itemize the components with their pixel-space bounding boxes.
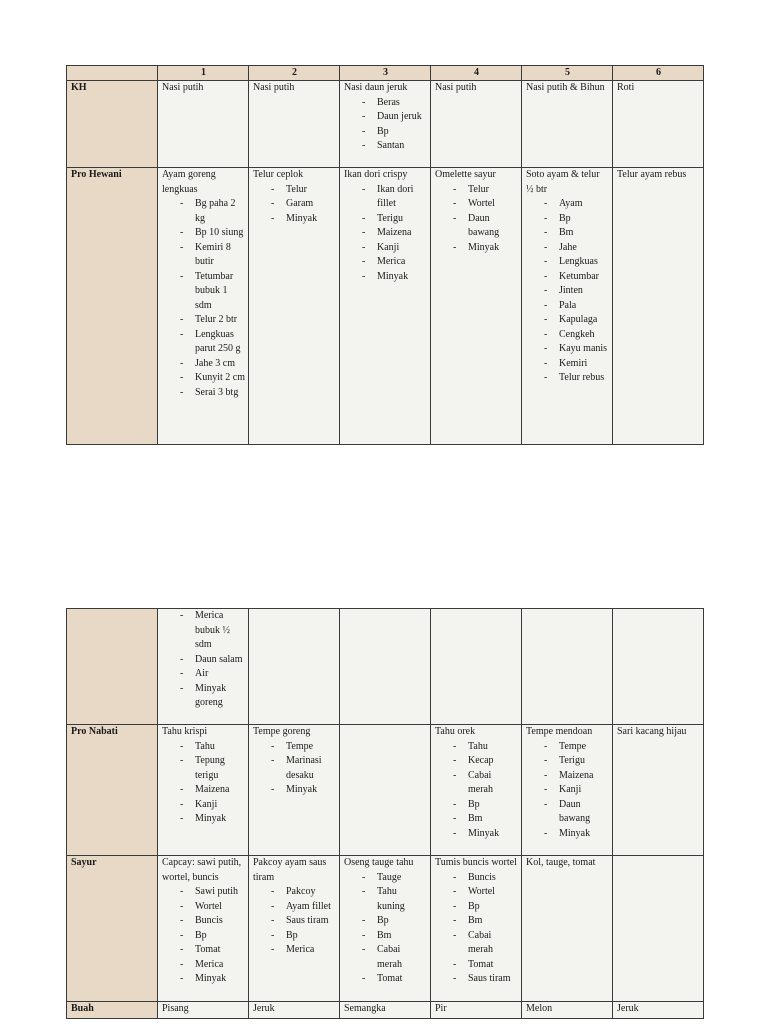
row-label: Pro Nabati bbox=[67, 725, 158, 856]
ingredient-item: - Cabai merah bbox=[435, 929, 518, 958]
menu-cell bbox=[249, 609, 340, 725]
menu-cell bbox=[340, 609, 431, 725]
ingredient-item: - Daun bawang bbox=[435, 212, 518, 241]
ingredient-item: - Pakcoy bbox=[253, 885, 336, 900]
menu-cell bbox=[431, 81, 522, 168]
dish-name: Telur ceplok bbox=[253, 169, 304, 180]
ingredient-list bbox=[162, 197, 245, 400]
menu-cell bbox=[522, 168, 613, 445]
table-row bbox=[67, 1002, 704, 1019]
menu-cell bbox=[249, 81, 340, 168]
dish-name: Jeruk bbox=[253, 1003, 275, 1014]
dish-name: Pir bbox=[435, 1003, 447, 1014]
ingredient-list bbox=[253, 885, 336, 958]
menu-cell bbox=[613, 81, 704, 168]
table-row bbox=[67, 609, 704, 725]
dish-name: Tahu orek bbox=[435, 726, 476, 737]
ingredient-item: - Kanji bbox=[526, 783, 609, 798]
day-header: 2 bbox=[249, 66, 340, 81]
ingredient-item: - Maizena bbox=[162, 783, 245, 798]
ingredient-item: - Beras bbox=[344, 96, 427, 111]
menu-cell bbox=[158, 609, 249, 725]
day-header: 3 bbox=[340, 66, 431, 81]
dish-name: Capcay: sawi putih, wortel, buncis bbox=[162, 857, 242, 883]
ingredient-item: - Jahe bbox=[526, 241, 609, 256]
ingredient-item: - Minyak bbox=[435, 827, 518, 842]
ingredient-item: - Terigu bbox=[526, 754, 609, 769]
ingredient-item: - Serai 3 btg bbox=[162, 386, 245, 401]
dish-name: Nasi putih bbox=[162, 82, 204, 93]
ingredient-item: - Merica bbox=[253, 943, 336, 958]
dish-name: Nasi daun jeruk bbox=[344, 82, 408, 93]
ingredient-item: - Air bbox=[162, 667, 245, 682]
menu-cell bbox=[340, 81, 431, 168]
ingredient-item: - Tomat bbox=[162, 943, 245, 958]
ingredient-item: - Lengkuas bbox=[526, 255, 609, 270]
menu-cell bbox=[613, 1002, 704, 1019]
dish-name: Pisang bbox=[162, 1003, 189, 1014]
ingredient-item: - Terigu bbox=[344, 212, 427, 227]
ingredient-item: - Bp bbox=[435, 900, 518, 915]
day-header: 4 bbox=[431, 66, 522, 81]
ingredient-item: - Minyak bbox=[162, 972, 245, 987]
menu-cell bbox=[431, 856, 522, 1002]
dish-name: Semangka bbox=[344, 1003, 386, 1014]
dish-name: Melon bbox=[526, 1003, 553, 1014]
ingredient-item: - Telur bbox=[253, 183, 336, 198]
ingredient-list bbox=[435, 183, 518, 256]
ingredient-item: - Kayu manis bbox=[526, 342, 609, 357]
menu-cell bbox=[613, 856, 704, 1002]
menu-cell bbox=[613, 609, 704, 725]
ingredient-item: - Telur 2 btr bbox=[162, 313, 245, 328]
dish-name: Nasi putih bbox=[253, 82, 295, 93]
ingredient-item: - Bp bbox=[526, 212, 609, 227]
ingredient-item: - Kunyit 2 cm bbox=[162, 371, 245, 386]
ingredient-item: - Minyak goreng bbox=[162, 682, 245, 711]
ingredient-item: - Tahu kuning bbox=[344, 885, 427, 914]
ingredient-item: - Tomat bbox=[435, 958, 518, 973]
ingredient-item: - Tahu bbox=[435, 740, 518, 755]
ingredient-item: - Kanji bbox=[344, 241, 427, 256]
ingredient-item: - Kemiri bbox=[526, 357, 609, 372]
menu-cell bbox=[158, 856, 249, 1002]
ingredient-item: - Minyak bbox=[253, 212, 336, 227]
ingredient-item: - Bm bbox=[526, 226, 609, 241]
ingredient-item: - Kecap bbox=[435, 754, 518, 769]
dish-name: Roti bbox=[617, 82, 635, 93]
ingredient-item: - Pala bbox=[526, 299, 609, 314]
menu-cell bbox=[613, 725, 704, 856]
ingredient-item: - Bp bbox=[253, 929, 336, 944]
dish-name: Sari kacang hijau bbox=[617, 726, 687, 737]
menu-cell bbox=[522, 725, 613, 856]
menu-cell bbox=[431, 1002, 522, 1019]
ingredient-item: - Minyak bbox=[253, 783, 336, 798]
ingredient-item: - Kemiri 8 butir bbox=[162, 241, 245, 270]
menu-cell bbox=[340, 168, 431, 445]
menu-cell bbox=[431, 725, 522, 856]
menu-cell bbox=[249, 1002, 340, 1019]
ingredient-item: - Cabai merah bbox=[435, 769, 518, 798]
dish-name: Oseng tauge tahu bbox=[344, 857, 414, 868]
ingredient-list bbox=[526, 197, 609, 386]
ingredient-item: - Santan bbox=[344, 139, 427, 154]
row-label: KH bbox=[67, 81, 158, 168]
menu-table-page-1 bbox=[66, 65, 704, 445]
menu-cell bbox=[522, 1002, 613, 1019]
ingredient-item: - Lengkuas parut 250 g bbox=[162, 328, 245, 357]
ingredient-item: - Minyak bbox=[435, 241, 518, 256]
dish-name: Tempe mendoan bbox=[526, 726, 593, 737]
day-header: 1 bbox=[158, 66, 249, 81]
menu-cell bbox=[522, 609, 613, 725]
dish-name: Pakcoy ayam saus tiram bbox=[253, 857, 327, 883]
ingredient-item: - Tepung terigu bbox=[162, 754, 245, 783]
ingredient-item: - Wortel bbox=[435, 197, 518, 212]
dish-name: Nasi putih bbox=[435, 82, 477, 93]
ingredient-item: - Tauge bbox=[344, 871, 427, 886]
ingredient-list bbox=[162, 885, 245, 987]
header-corner-cell bbox=[67, 66, 158, 81]
dish-name: Soto ayam & telur ½ btr bbox=[526, 169, 600, 195]
ingredient-item: - Daun bawang bbox=[526, 798, 609, 827]
row-label bbox=[67, 609, 158, 725]
table-row bbox=[67, 856, 704, 1002]
menu-cell bbox=[249, 856, 340, 1002]
ingredient-item: - Telur rebus bbox=[526, 371, 609, 386]
menu-cell bbox=[522, 856, 613, 1002]
ingredient-item: - Bp bbox=[344, 914, 427, 929]
ingredient-item: - Garam bbox=[253, 197, 336, 212]
ingredient-item: - Saus tiram bbox=[435, 972, 518, 987]
dish-name: Tumis buncis wortel bbox=[435, 857, 517, 868]
ingredient-item: - Marinasi desaku bbox=[253, 754, 336, 783]
dish-name: Kol, tauge, tomat bbox=[526, 857, 596, 868]
ingredient-item: - Daun salam bbox=[162, 653, 245, 668]
ingredient-item: - Sawi putih bbox=[162, 885, 245, 900]
ingredient-item: - Daun jeruk bbox=[344, 110, 427, 125]
dish-name: Nasi putih & Bihun bbox=[526, 82, 605, 93]
ingredient-item: - Wortel bbox=[435, 885, 518, 900]
ingredient-item: - Tempe bbox=[526, 740, 609, 755]
ingredient-item: - Bp 10 siung bbox=[162, 226, 245, 241]
ingredient-item: - Tetumbar bubuk 1 sdm bbox=[162, 270, 245, 314]
ingredient-list bbox=[344, 96, 427, 154]
ingredient-list bbox=[526, 740, 609, 842]
menu-cell bbox=[613, 168, 704, 445]
ingredient-item: - Wortel bbox=[162, 900, 245, 915]
menu-cell bbox=[158, 725, 249, 856]
dish-name: Ayam goreng lengkuas bbox=[162, 169, 216, 195]
ingredient-item: - Kapulaga bbox=[526, 313, 609, 328]
day-header: 6 bbox=[613, 66, 704, 81]
menu-cell bbox=[249, 168, 340, 445]
ingredient-item: - Bp bbox=[344, 125, 427, 140]
menu-cell bbox=[158, 81, 249, 168]
ingredient-item: - Maizena bbox=[344, 226, 427, 241]
ingredient-list bbox=[344, 871, 427, 987]
ingredient-list bbox=[344, 183, 427, 285]
ingredient-item: - Bg paha 2 kg bbox=[162, 197, 245, 226]
ingredient-item: - Merica bbox=[344, 255, 427, 270]
ingredient-item: - Merica bbox=[162, 958, 245, 973]
ingredient-item: - Bm bbox=[435, 812, 518, 827]
table-row bbox=[67, 81, 704, 168]
ingredient-item: - Saus tiram bbox=[253, 914, 336, 929]
ingredient-item: - Cabai merah bbox=[344, 943, 427, 972]
ingredient-item: - Ketumbar bbox=[526, 270, 609, 285]
ingredient-item: - Minyak bbox=[162, 812, 245, 827]
menu-cell bbox=[340, 1002, 431, 1019]
ingredient-item: - Bm bbox=[435, 914, 518, 929]
ingredient-item: - Buncis bbox=[435, 871, 518, 886]
menu-cell bbox=[431, 168, 522, 445]
ingredient-list bbox=[435, 871, 518, 987]
menu-cell bbox=[158, 168, 249, 445]
dish-name: Ikan dori crispy bbox=[344, 169, 408, 180]
ingredient-item: - Maizena bbox=[526, 769, 609, 784]
ingredient-item: - Jinten bbox=[526, 284, 609, 299]
dish-name: Jeruk bbox=[617, 1003, 639, 1014]
dish-name: Tahu krispi bbox=[162, 726, 208, 737]
ingredient-list bbox=[162, 609, 245, 711]
ingredient-item: - Ayam bbox=[526, 197, 609, 212]
menu-table-page-2 bbox=[66, 608, 704, 1019]
menu-cell bbox=[158, 1002, 249, 1019]
ingredient-list bbox=[162, 740, 245, 827]
ingredient-item: - Ikan dori fillet bbox=[344, 183, 427, 212]
ingredient-list bbox=[435, 740, 518, 842]
table-row bbox=[67, 725, 704, 856]
table-row bbox=[67, 168, 704, 445]
day-header: 5 bbox=[522, 66, 613, 81]
menu-cell bbox=[340, 725, 431, 856]
ingredient-item: - Ayam fillet bbox=[253, 900, 336, 915]
menu-cell bbox=[249, 725, 340, 856]
ingredient-item: - Merica bubuk ½ sdm bbox=[162, 609, 245, 653]
ingredient-item: - Kanji bbox=[162, 798, 245, 813]
menu-cell bbox=[340, 856, 431, 1002]
ingredient-item: - Minyak bbox=[526, 827, 609, 842]
dish-name: Tempe goreng bbox=[253, 726, 311, 737]
header-row bbox=[67, 66, 704, 81]
ingredient-item: - Buncis bbox=[162, 914, 245, 929]
dish-name: Telur ayam rebus bbox=[617, 169, 687, 180]
ingredient-item: - Jahe 3 cm bbox=[162, 357, 245, 372]
ingredient-item: - Bp bbox=[162, 929, 245, 944]
ingredient-item: - Cengkeh bbox=[526, 328, 609, 343]
ingredient-item: - Bp bbox=[435, 798, 518, 813]
ingredient-item: - Minyak bbox=[344, 270, 427, 285]
menu-cell bbox=[431, 609, 522, 725]
dish-name: Omelette sayur bbox=[435, 169, 496, 180]
row-label: Sayur bbox=[67, 856, 158, 1002]
ingredient-list bbox=[253, 740, 336, 798]
row-label: Pro Hewani bbox=[67, 168, 158, 445]
row-label: Buah bbox=[67, 1002, 158, 1019]
ingredient-item: - Tomat bbox=[344, 972, 427, 987]
ingredient-item: - Bm bbox=[344, 929, 427, 944]
menu-cell bbox=[522, 81, 613, 168]
ingredient-list bbox=[253, 183, 336, 227]
ingredient-item: - Tahu bbox=[162, 740, 245, 755]
ingredient-item: - Tempe bbox=[253, 740, 336, 755]
ingredient-item: - Telur bbox=[435, 183, 518, 198]
